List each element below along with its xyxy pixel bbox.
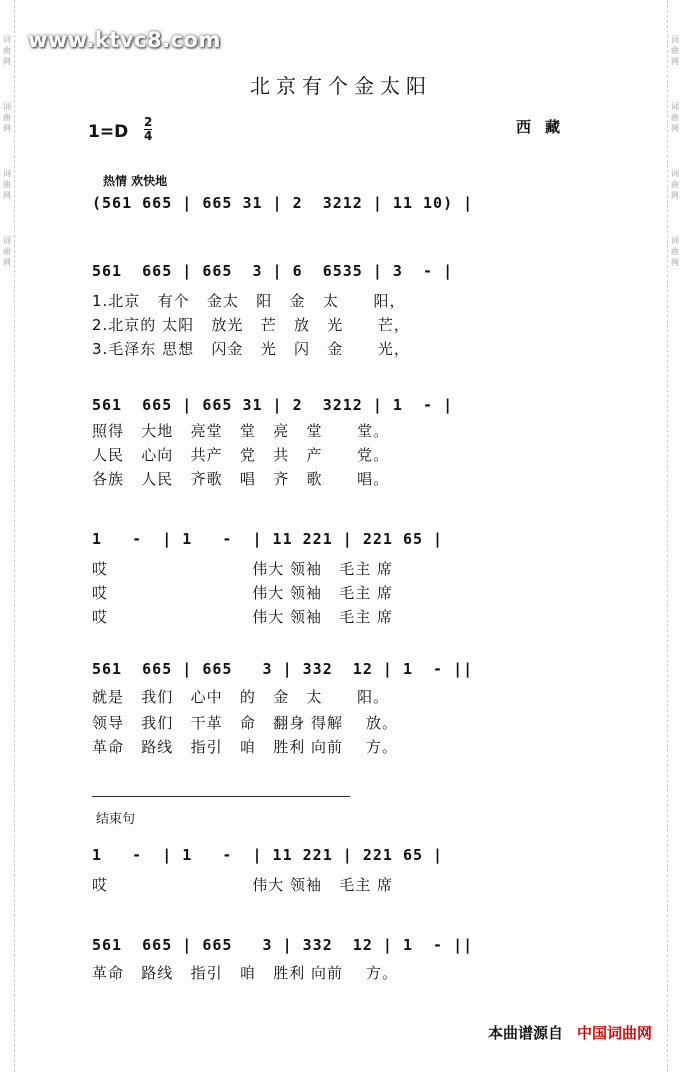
side-text: 词曲网 — [3, 102, 11, 133]
lyric-line: 就是 我们 心中 的 金 太 阳。 — [92, 688, 390, 706]
ending-label: 结束句 — [96, 812, 136, 827]
lyric-line: 各族 人民 齐歌 唱 齐 歌 唱。 — [92, 470, 390, 488]
music-line-ending-1: 1 - | 1 - | 11 221 | 221 65 | — [92, 846, 444, 864]
lyric-line: 哎 伟大 领袖 毛主 席 — [92, 560, 394, 578]
music-line-4: 561 665 | 665 3 | 332 12 | 1 - || — [92, 660, 474, 678]
footer-brand-link[interactable]: 中国词曲网 — [576, 1024, 652, 1042]
tempo-marking: 热情 欢快地 — [103, 174, 168, 188]
time-bottom: 4 — [144, 129, 153, 143]
side-text: 词曲网 — [3, 35, 11, 66]
source-footer — [488, 1022, 652, 1043]
time-signature — [144, 116, 152, 143]
site-watermark: www.ktvc8.com — [28, 28, 221, 52]
left-margin-watermark — [0, 0, 15, 1072]
music-line-ending-2: 561 665 | 665 3 | 332 12 | 1 - || — [92, 936, 474, 954]
right-margin-watermark — [667, 0, 682, 1072]
side-text: 词曲网 — [3, 236, 11, 267]
side-text: 词曲网 — [671, 35, 679, 66]
lyric-line: 革命 路线 指引 咱 胜利 向前 方。 — [92, 964, 399, 982]
lyric-line: 1.北京 有个 金太 阳 金 太 阳， — [92, 292, 406, 310]
side-text: 词曲网 — [3, 169, 11, 200]
lyric-line: 革命 路线 指引 咱 胜利 向前 方。 — [92, 738, 399, 756]
music-line-intro: (561 665 | 665 31 | 2 3212 | 11 10) | — [92, 194, 474, 212]
side-text: 词曲网 — [671, 236, 679, 267]
side-text: 词曲网 — [671, 169, 679, 200]
lyric-line: 哎 伟大 领袖 毛主 席 — [92, 584, 394, 602]
lyric-line: 哎 伟大 领袖 毛主 席 — [92, 876, 394, 894]
song-title: 北京有个金太阳 — [250, 74, 432, 98]
music-line-2: 561 665 | 665 31 | 2 3212 | 1 - | — [92, 396, 454, 414]
lyric-line: 3.毛泽东 思想 闪金 光 闪 金 光， — [92, 340, 410, 358]
ending-divider — [92, 796, 350, 797]
lyric-line: 哎 伟大 领袖 毛主 席 — [92, 608, 394, 626]
music-line-3: 1 - | 1 - | 11 221 | 221 65 | — [92, 530, 444, 548]
footer-text: 本曲谱源自 — [487, 1024, 563, 1042]
key-signature: 1=D — [88, 122, 129, 142]
region-label: 西藏 — [516, 118, 575, 136]
lyric-line: 2.北京的 太阳 放光 芒 放 光 芒， — [92, 316, 410, 334]
music-line-1: 561 665 | 665 3 | 6 6535 | 3 - | — [92, 262, 454, 280]
lyric-line: 人民 心向 共产 党 共 产 党。 — [92, 446, 390, 464]
side-text: 词曲网 — [671, 102, 679, 133]
lyric-line: 领导 我们 干革 命 翻身 得解 放。 — [92, 714, 399, 732]
lyric-line: 照得 大地 亮堂 堂 亮 堂 堂。 — [92, 422, 390, 440]
time-top: 2 — [144, 115, 153, 129]
